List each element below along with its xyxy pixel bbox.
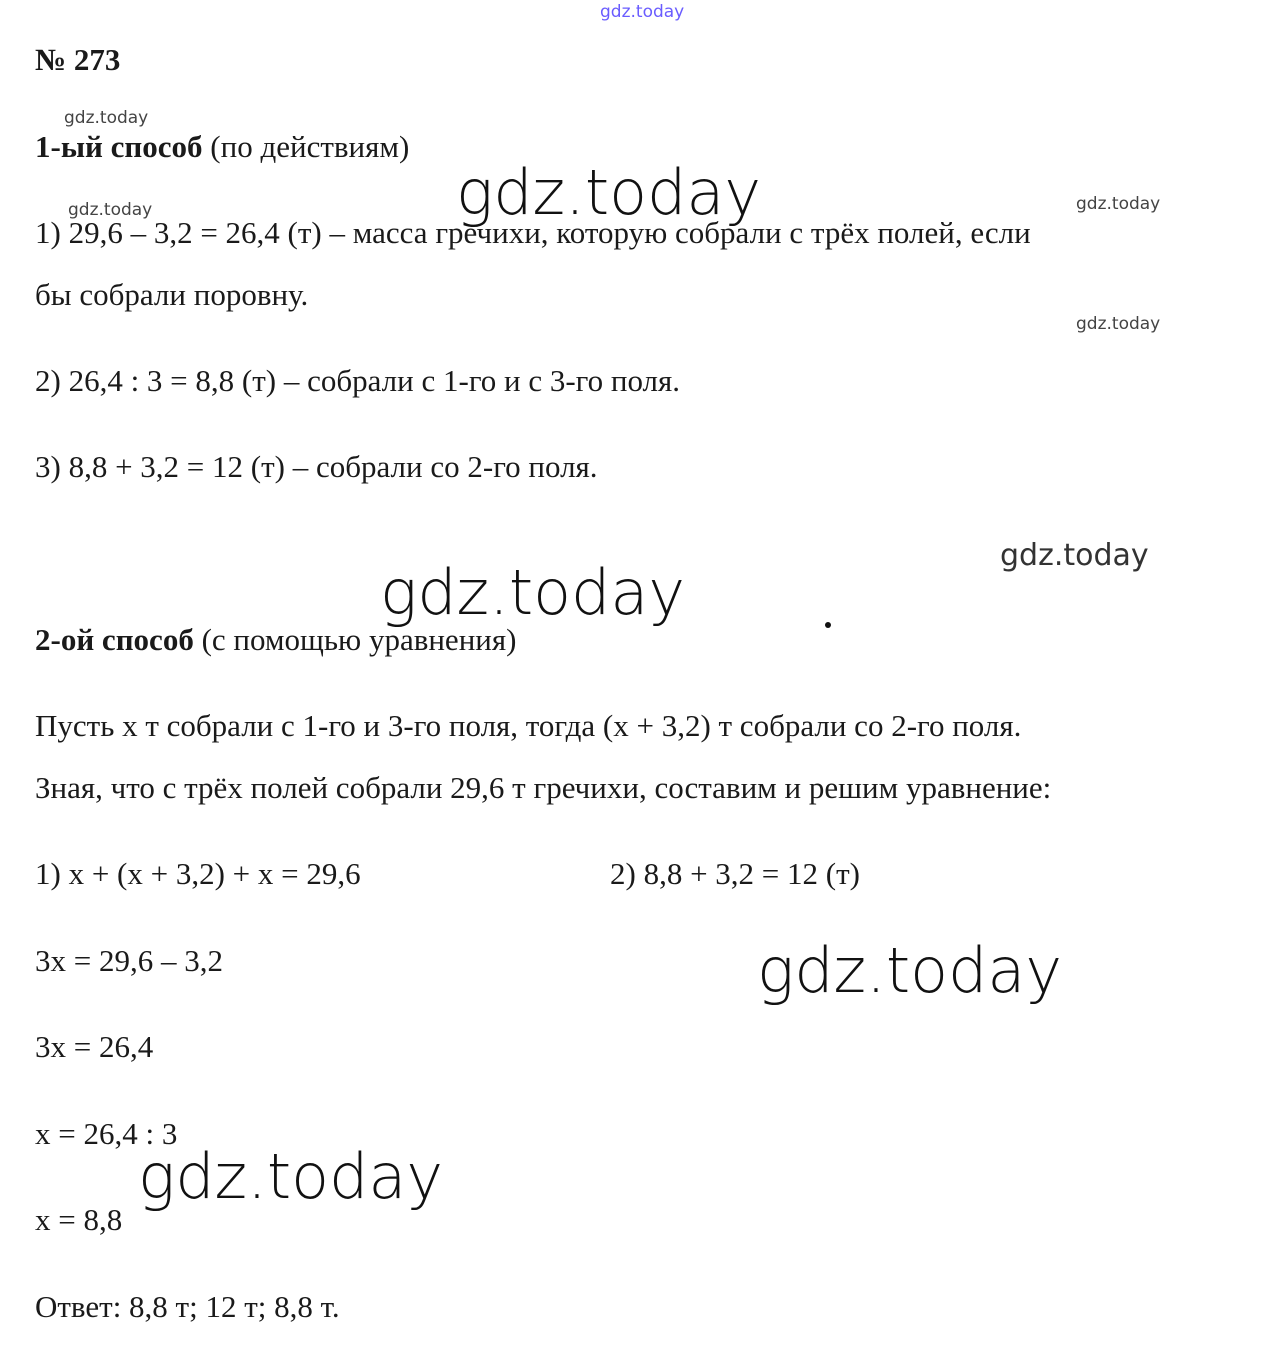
method2-equation-1: 1) х + (х + 3,2) + х = 29,6 xyxy=(35,856,361,891)
method1-heading xyxy=(35,129,409,165)
method2-intro-line1: Пусть х т собрали с 1-го и 3-го поля, тогда (х + 3,2) т собрали со 2-го поля. xyxy=(35,708,1022,743)
watermark-large-4: gdz.today xyxy=(138,1140,444,1213)
method2-subtitle: (с помощью уравнения) xyxy=(201,622,517,657)
watermark-small-4: gdz.today xyxy=(1076,314,1161,334)
method2-step-2: 2) 8,8 + 3,2 = 12 (т) xyxy=(610,856,860,891)
answer: Ответ: 8,8 т; 12 т; 8,8 т. xyxy=(35,1289,340,1324)
method2-equation-3: 3х = 26,4 xyxy=(35,1029,154,1064)
method1-title: 1-ый способ xyxy=(35,129,203,164)
stray-dot xyxy=(825,622,831,628)
problem-number: № 273 xyxy=(35,42,121,77)
method2-equation-2: 3х = 29,6 – 3,2 xyxy=(35,943,223,978)
watermark-large-1: gdz.today xyxy=(456,156,762,229)
watermark-large-3: gdz.today xyxy=(757,934,1063,1007)
watermark-top: gdz.today xyxy=(600,2,685,22)
method1-step1-line2: бы собрали поровну. xyxy=(35,277,309,312)
method1-step1-line1: 1) 29,6 – 3,2 = 26,4 (т) – масса гречихи, которую собрали с трёх полей, если xyxy=(35,215,1031,250)
method2-equation-4: х = 26,4 : 3 xyxy=(35,1116,178,1151)
watermark-large-2: gdz.today xyxy=(380,556,686,629)
method2-equation-5: х = 8,8 xyxy=(35,1202,123,1237)
method2-intro-line2: Зная, что с трёх полей собрали 29,6 т гречихи, составим и решим уравнение: xyxy=(35,770,1052,805)
watermark-small-2: gdz.today xyxy=(68,200,153,220)
watermark-medium: gdz.today xyxy=(1000,538,1149,573)
method2-title: 2-ой способ xyxy=(35,622,194,657)
watermark-small-1: gdz.today xyxy=(64,108,149,128)
method1-subtitle: (по действиям) xyxy=(210,129,410,164)
watermark-small-3: gdz.today xyxy=(1076,194,1161,214)
method1-step3: 3) 8,8 + 3,2 = 12 (т) – собрали со 2-го поля. xyxy=(35,449,598,484)
method1-step2: 2) 26,4 : 3 = 8,8 (т) – собрали с 1-го и с 3-го поля. xyxy=(35,363,681,398)
